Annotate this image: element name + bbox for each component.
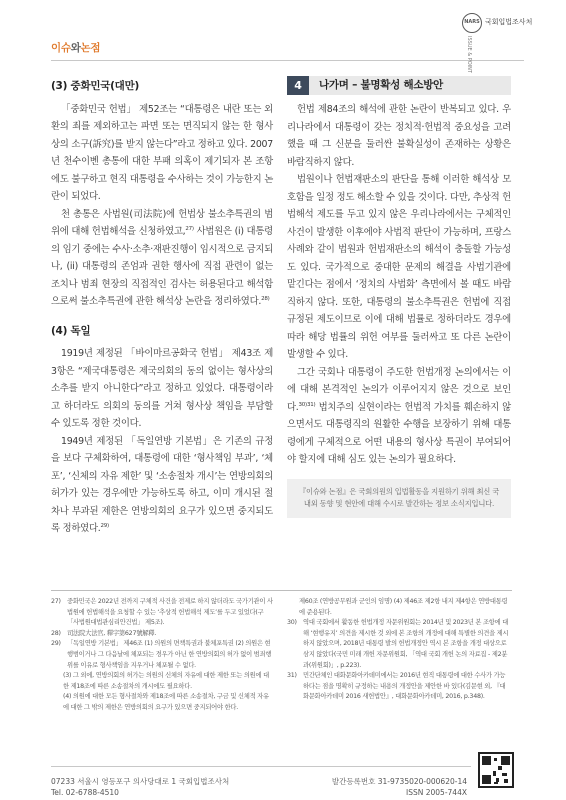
footnote-item: 28) 司法院大法官, 釋字第627號解釋. bbox=[51, 629, 157, 637]
footnote-ref[interactable]: 30)31) bbox=[298, 401, 316, 408]
footnote-ref[interactable]: 28) bbox=[261, 295, 270, 302]
nars-logo bbox=[462, 10, 552, 73]
section-title: 나가며 – 불명확성 해소방안 bbox=[319, 78, 444, 91]
paragraph: 천 총통은 사법원(司法院)에 헌법상 불소추특권의 범위에 대해 헌법해석을 신청하였고,$^{27)}$ 사법원은 (i) 대통령의 임기 중에는 수사·소추·재판진행이 임시적으로 금지되나, (ii) 대통령의 존엄과 권한 행사에 직접 관련이 없는 조치나 범죄 현장의 직접적인 검사는 허용된다고 해석함으로써 불소추특권에 관한 해석상 논란을 정리하였다.$^{28)}$ bbox=[51, 208, 273, 307]
footnote-divider bbox=[51, 590, 512, 591]
footnote-item: 30) 역대 국회에서 활동한 헌법개정 자문위원회는 2014년 및 2023년 본 조항에 대해 ‘현행유지’ 의견을 제시한 것 외에 본 조항의 개정에 대해 특별한 의견을 제시하지 않았으며, 2018년 대통령 발의 헌법개정안 역시 본 조항을 개정 대상으로 삼지 않았다(국민 미래 개헌 자문위원회, 「역대 국회 개헌 논의 자료집 - 제2분과(위원회)」, p.223). bbox=[287, 619, 509, 669]
logo-subtitle: ISSUE & POINT bbox=[466, 36, 472, 73]
paragraph: 헌법 제84조의 해석에 관한 논란이 반복되고 있다. 우리나라에서 대통령이 갖는 정치적·헌법적 중요성을 고려했을 때 그 신분을 둘러싼 불확실성이 존재하는 상황은 바람직하지 않다. bbox=[287, 104, 511, 168]
footnote-ref[interactable]: 29) bbox=[100, 522, 109, 529]
footer-registration-number: 발간등록번호 31-9735020-000620-14 bbox=[331, 777, 467, 786]
right-column bbox=[287, 76, 511, 518]
subsection-title-taiwan: (3) 중화민국(대만) bbox=[51, 80, 140, 92]
footnote-item: 27) 중화민국은 2022년 전까지 구체적 사건을 전제로 하지 않더라도 국가기관이 사법원에 헌법해석을 요청할 수 있는 ‘추상적 헌법해석 제도’를 두고 있었다(구 「사법원대법관심리안건법」 제5조). bbox=[51, 598, 273, 627]
footnote-continuation: 제60조 (연방공무원과 군인의 임명) (4) 제46조 제2항 내지 제4항은 연방대통령에 준용된다. bbox=[299, 598, 508, 616]
footnote-continuation: (4) 의원에 대한 모든 형사절차와 제18조에 따른 소송절차, 구금 및 신체적 자유에 대한 그 밖의 제한은 연방의회의 요구가 있으면 중지되어야 한다. bbox=[63, 693, 269, 711]
paragraph: 그간 국회나 대통령이 주도한 헌법개정 논의에서는 이에 대해 본격적인 논의가 이루어지지 않은 것으로 보인다.$^{30)31)}$ 법치주의 실현이라는 헌법적 가치를 훼손하지 않으면서도 대통령직의 원활한 수행을 보장하기 위해 대통령에게 구체적으로 어떤 내용의 형사상 특권이 부여되어야 할지에 대해 심도 있는 논의가 필요하다. bbox=[287, 366, 511, 465]
footnote-item: 31) 민간단체인 대화문화아카데미에서는 2016년 현직 대통령에 대한 수사가 가능하다는 점을 명확히 규정하는 내용의 개정안을 제안한 바 있다(김문현 외, 『대화문화아카데미 2016 새헌법안』, 대화문화아카데미, 2016, p.348). bbox=[287, 672, 506, 701]
paragraph: 「중화민국 헌법」 제52조는 “대통령은 내란 또는 외환의 죄를 제외하고는 파면 또는 면직되지 않는 한 형사상의 소구(訴究)를 받지 않는다”라고 정하고 있다. 2007년 천수이볜 총통에 대한 부패 의혹이 제기되자 본 조항에도 불구하고 현직 대통령을 수사하는 것이 가능한지 논란이 되었다. bbox=[51, 103, 273, 202]
series-label: 이슈와논점 bbox=[51, 42, 101, 54]
left-column bbox=[51, 76, 273, 538]
footnote-ref[interactable]: 27) bbox=[185, 225, 194, 232]
footer-divider bbox=[51, 766, 471, 767]
footer-tel: Tel. 02-6788-4510 bbox=[51, 788, 119, 797]
logo-org-name: 국회입법조사처 bbox=[485, 18, 533, 26]
paragraph: 1949년 제정된 「독일연방 기본법」은 기존의 규정을 보다 구체화하여, 대통령에 대한 ‘형사책임 부과’, ‘체포’, ‘신체의 자유 제한’ 및 ‘소송절차 개시’는 연방의회의 허가가 있는 경우에만 가능하도록 하고, 이미 개시된 절차나 부과된 제한은 연방의회의 요구가 있으면 중지되도록 정하였다.$^{29)}$ bbox=[51, 435, 273, 534]
footer-address: 07233 서울시 영등포구 의사당대로 1 국회입법조사처 bbox=[51, 777, 230, 786]
footnote-continuation: (3) 그 외에, 연방의회의 허가는 의원의 신체의 자유에 대한 제한 또는 의원에 대한 제18조에 따른 소송절차의 개시에도 필요하다. bbox=[63, 672, 269, 690]
subsection-title-germany: (4) 독일 bbox=[51, 324, 91, 337]
footnotes-left bbox=[51, 597, 273, 714]
header-divider bbox=[51, 60, 524, 61]
publication-note: 『이슈와 논점』은 국회의원의 입법활동을 지원하기 위해 최신 국내외 동향 및 현안에 대해 수시로 발간하는 정보 소식지입니다. bbox=[287, 479, 511, 518]
section-heading bbox=[287, 76, 511, 95]
paragraph: 법원이나 헌법재판소의 판단을 통해 이러한 해석상 모호함을 일정 정도 해소할 수 있을 것이다. 다만, 추상적 헌법해석 제도를 두고 있지 않은 우리나라에서는 구체적인 사건이 발생한 이후에야 사법적 판단이 가능하며, 프랑스 사례와 같이 법원과 헌법재판소의 해석이 충돌할 가능성도 있다. 국가적으로 중대한 문제의 해결을 사법기관에 맡긴다는 점에서 ‘정치의 사법화’ 측면에서 볼 때도 바람직하지 않다. 또한, 대통령의 불소추특권은 헌법에 직접 규정된 제도이므로 이에 대해 법률로 정하더라도 경우에 따라 해당 법률의 위헌 여부를 둘러싸고 또 다른 논란이 발생할 수 있다. bbox=[287, 174, 511, 360]
section-number: 4 bbox=[287, 76, 309, 95]
nars-emblem-icon: NARS bbox=[462, 13, 482, 33]
qr-code-icon[interactable] bbox=[478, 752, 514, 788]
footnote-item: 29) 「독일연방 기본법」 제46조 (1) 의원의 면책특권과 불체포특권 (2) 의원은 현행범이거나 그 다음날에 체포되는 경우가 아닌 한 연방의회의 허가 없이 범죄행위를 이유로 형사책임을 지우거나 체포될 수 없다. bbox=[51, 640, 272, 669]
footer-issn: ISSN 2005-744X bbox=[406, 788, 467, 797]
footnotes-right bbox=[287, 597, 511, 703]
paragraph: 1919년 제정된 「바이마르공화국 헌법」 제43조 제3항은 “제국대통령은 제국의회의 동의 없이는 형사상의 소추를 받지 아니한다”라고 정하고 있었다. 대통령이라고 하더라도 의회의 동의를 거쳐 형사상 책임을 부담할 수 있도록 정한 것이다. bbox=[51, 348, 273, 429]
